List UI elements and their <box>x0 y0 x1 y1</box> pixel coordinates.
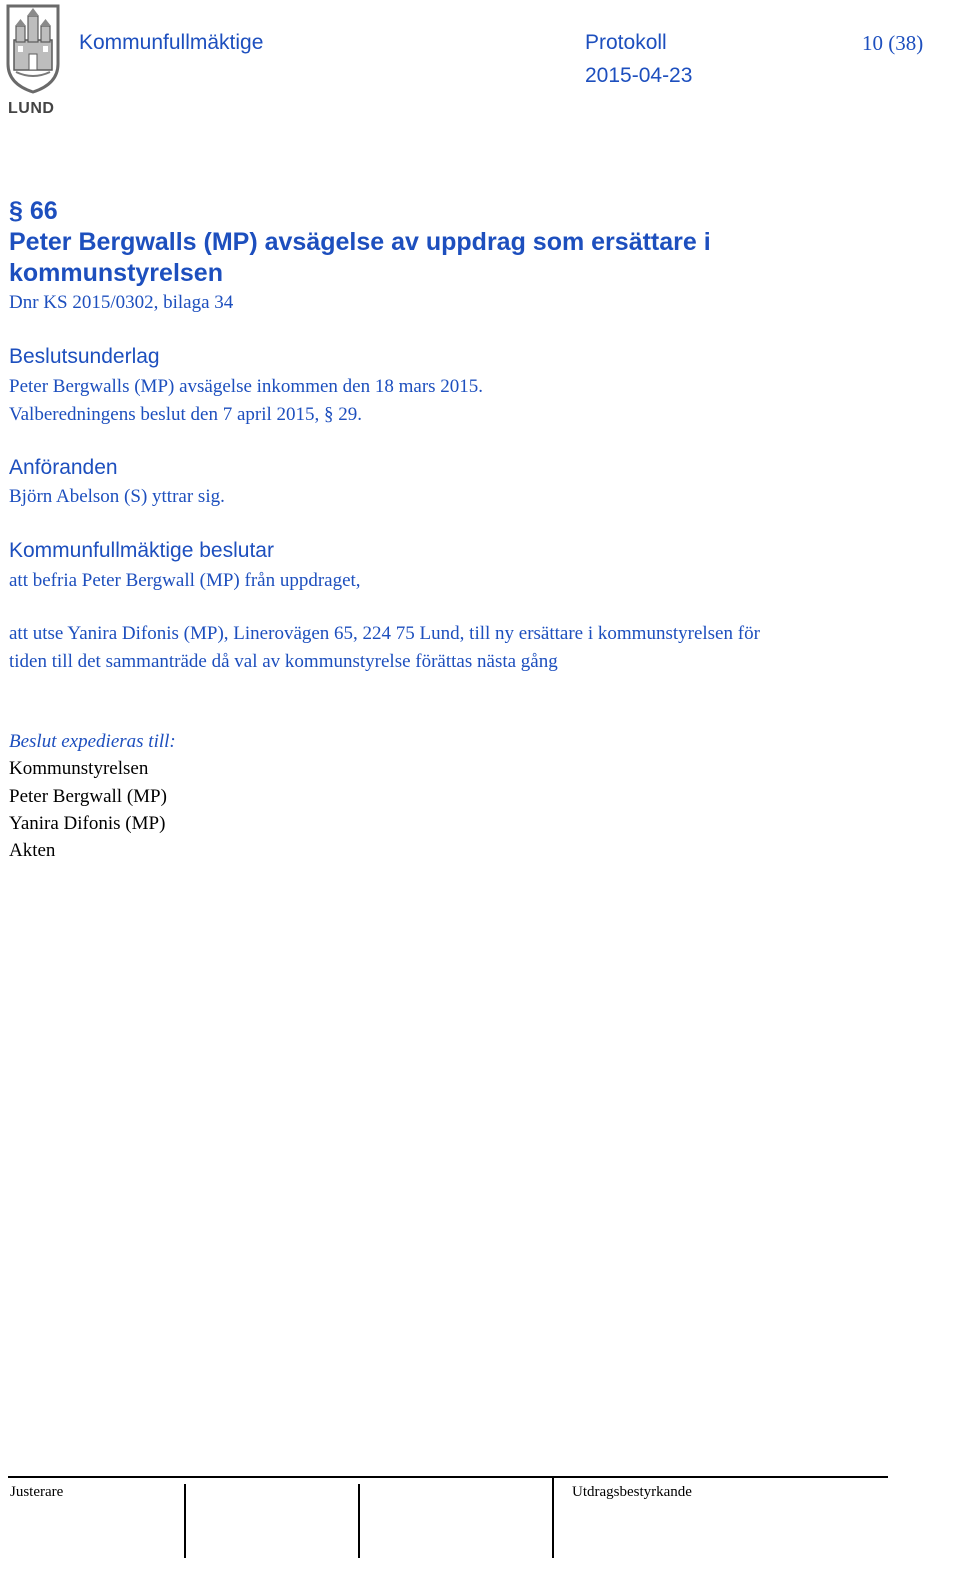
footer-signature-table <box>0 1470 960 1595</box>
beslut-line1: att befria Peter Bergwall (MP) från uppdraget, <box>9 570 361 591</box>
section-title-line2: kommunstyrelsen <box>9 259 223 287</box>
footer-divider <box>552 1476 554 1558</box>
recipient-item: Akten <box>9 840 56 861</box>
recipient-item: Yanira Difonis (MP) <box>9 813 166 834</box>
beslut-heading: Kommunfullmäktige beslutar <box>9 539 274 562</box>
recipient-item: Peter Bergwall (MP) <box>9 786 167 807</box>
header-doc-type: Protokoll <box>585 31 667 54</box>
footer-top-rule <box>8 1476 560 1478</box>
header-org: Kommunfullmäktige <box>79 31 264 54</box>
beslutsunderlag-heading: Beslutsunderlag <box>9 345 160 368</box>
footer-utdrag-label: Utdragsbestyrkande <box>572 1484 692 1500</box>
footer-divider <box>184 1484 186 1558</box>
logo-text: LUND <box>8 100 55 117</box>
lund-logo <box>4 2 62 122</box>
lund-coat-of-arms-icon <box>4 2 62 94</box>
header-page: 10 (38) <box>862 31 924 55</box>
recipient-item: Kommunstyrelsen <box>9 758 149 779</box>
expedieras-heading: Beslut expedieras till: <box>9 731 176 752</box>
beslut-line2: att utse Yanira Difonis (MP), Linerovägen 65, 224 75 Lund, till ny ersättare i kommunstyrelsen för <box>9 623 760 644</box>
beslutsunderlag-line1: Peter Bergwalls (MP) avsägelse inkommen den 18 mars 2015. <box>9 376 484 397</box>
footer-justerare-label: Justerare <box>10 1484 64 1500</box>
anforanden-heading: Anföranden <box>9 456 118 479</box>
beslutsunderlag-line2: Valberedningens beslut den 7 april 2015, § 29. <box>9 404 363 425</box>
header-date: 2015-04-23 <box>585 64 693 87</box>
section-title-line1: Peter Bergwalls (MP) avsägelse av uppdrag som ersättare i <box>9 228 711 256</box>
section-number: § 66 <box>9 197 58 225</box>
footer-top-rule-right <box>560 1476 888 1478</box>
diary-number: Dnr KS 2015/0302, bilaga 34 <box>9 292 234 313</box>
footer-divider <box>358 1484 360 1558</box>
beslut-line3: tiden till det sammanträde då val av kommunstyrelse förättas nästa gång <box>9 651 558 672</box>
anforanden-line1: Björn Abelson (S) yttrar sig. <box>9 486 225 507</box>
